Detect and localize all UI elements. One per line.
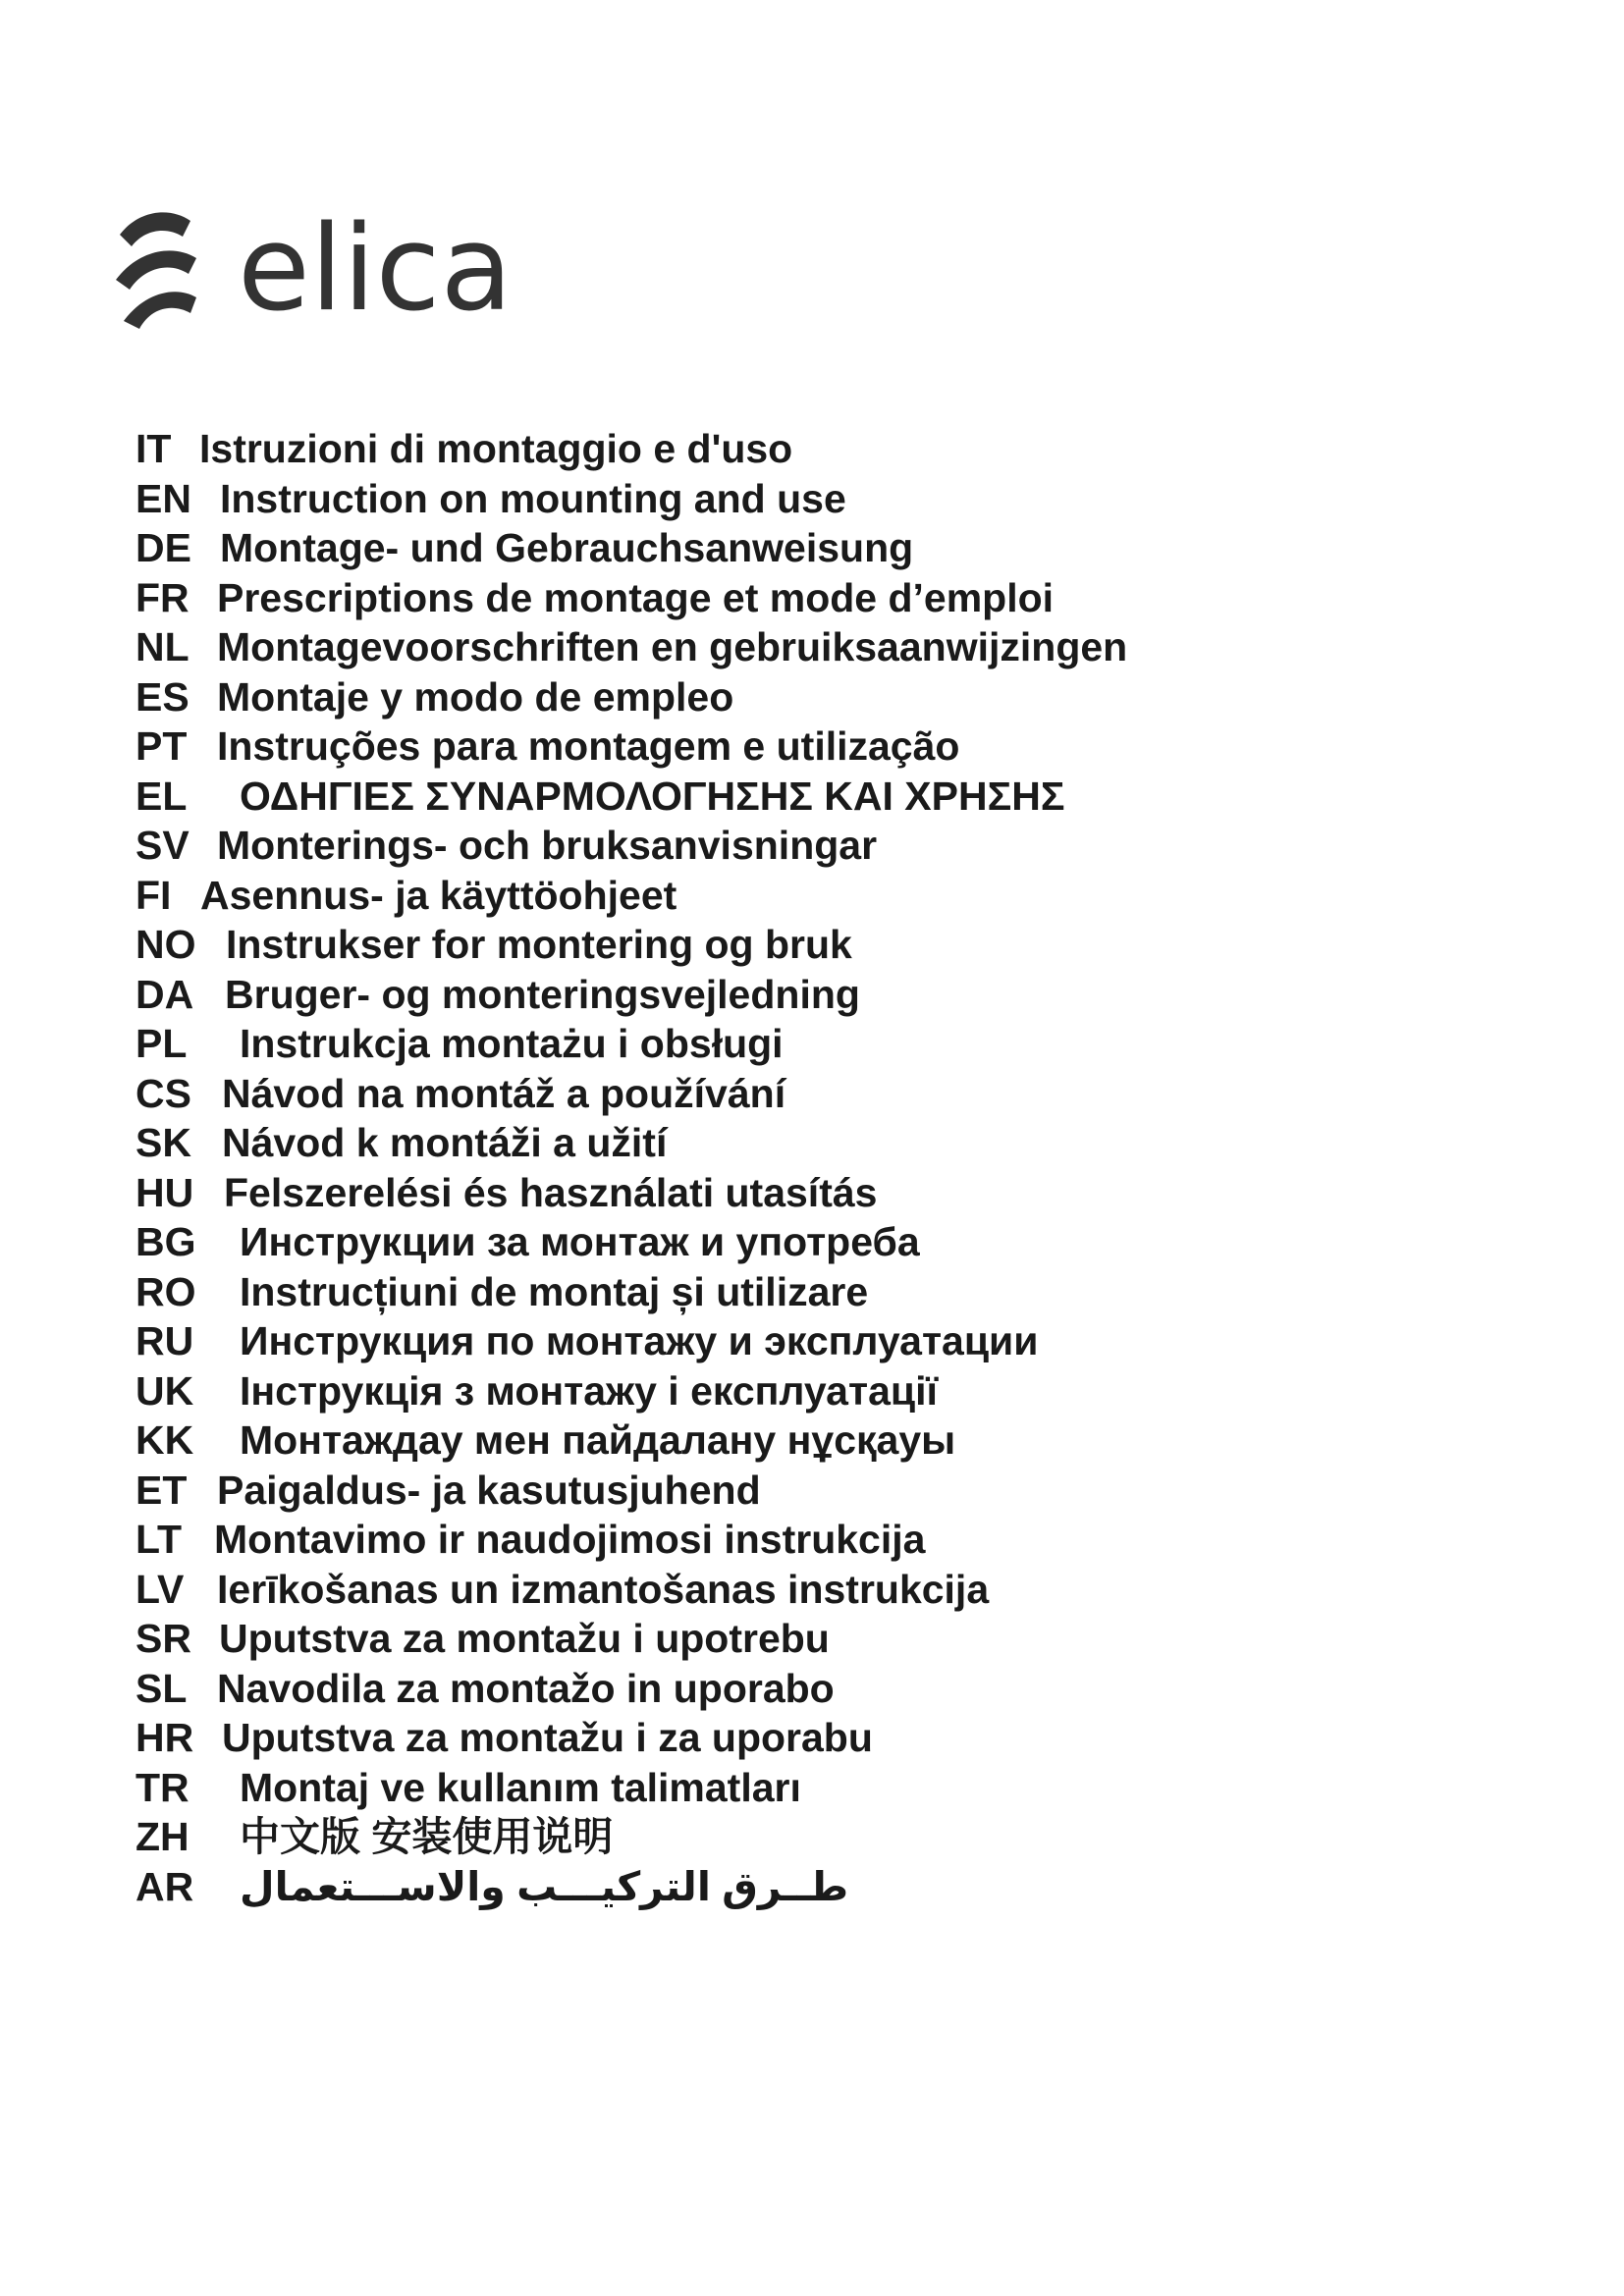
language-title: Instrucțiuni de montaj și utilizare <box>240 1268 869 1314</box>
language-title: Monterings- och bruksanvisningar <box>217 823 878 868</box>
language-title: Montage- und Gebrauchsanweisung <box>220 525 914 570</box>
language-code: LV <box>135 1566 185 1612</box>
language-title: Asennus- ja käyttöohjeet <box>200 872 677 918</box>
language-code: DE <box>135 525 191 570</box>
language-code: AR <box>135 1863 194 1909</box>
language-title: Prescriptions de montage et mode d’emploi <box>217 574 1055 620</box>
language-code: FR <box>135 574 189 620</box>
language-code: HU <box>135 1169 194 1215</box>
language-code: ET <box>135 1467 188 1513</box>
language-code: HR <box>135 1715 194 1760</box>
language-code: LT <box>135 1517 183 1562</box>
language-code: KK <box>135 1417 194 1463</box>
language-title: Montaj ve kullanım talimatları <box>240 1764 801 1810</box>
language-title: Istruzioni di montaggio e d'uso <box>199 426 793 471</box>
language-title: Bruger- og monteringsvejledning <box>225 971 860 1017</box>
language-title: Navodila za montažo in uporabo <box>217 1665 835 1711</box>
language-title: Montavimo ir naudojimosi instrukcija <box>214 1517 926 1562</box>
language-code: SK <box>135 1120 191 1165</box>
language-title: Ierīkošanas un izmantošanas instrukcija <box>217 1566 990 1612</box>
language-title: Инструкции за монтаж и употреба <box>240 1219 920 1264</box>
language-code: ZH <box>135 1814 189 1859</box>
language-code: UK <box>135 1367 194 1414</box>
language-code: RU <box>135 1318 194 1363</box>
language-code: CS <box>135 1070 191 1116</box>
language-title: Instruções para montagem e utilização <box>217 723 960 769</box>
language-code: RO <box>135 1268 196 1314</box>
language-code: TR <box>135 1764 189 1810</box>
language-title: Felszerelési és használati utasítás <box>224 1169 878 1215</box>
language-title: Instrukcja montażu i obsługi <box>240 1021 784 1066</box>
language-title: Інструкція з монтажу і експлуатації <box>240 1367 938 1414</box>
language-title: 中文版 安装使用说明 <box>240 1814 614 1859</box>
language-title: Návod k montáži a užití <box>222 1120 668 1165</box>
language-title: Instruction on mounting and use <box>220 475 846 521</box>
elica-swirl-icon <box>110 201 601 339</box>
language-code: PL <box>135 1021 188 1066</box>
language-code: DA <box>135 971 194 1017</box>
language-code: NL <box>135 624 189 669</box>
language-code: ES <box>135 673 189 720</box>
language-code: EN <box>135 475 191 521</box>
language-title: Paigaldus- ja kasutusjuhend <box>217 1467 761 1513</box>
language-title: Монтаждау мен пайдалану нұсқауы <box>240 1417 956 1463</box>
language-title: Návod na montáž a používání <box>222 1070 786 1116</box>
language-title: Uputstva za montažu i upotrebu <box>219 1616 830 1661</box>
language-code: NO <box>135 922 196 967</box>
language-code: BG <box>135 1219 196 1264</box>
language-title: Montagevoorschriften en gebruiksaanwijzingen <box>217 624 1128 669</box>
language-code: FI <box>135 872 172 918</box>
language-title: Инструкция по монтажу и эксплуатации <box>240 1318 1039 1363</box>
language-code: PT <box>135 723 188 769</box>
language-code: SL <box>135 1665 188 1711</box>
language-title: Instrukser for montering og bruk <box>226 922 852 967</box>
language-title: Uputstva za montažu i za uporabu <box>222 1715 873 1760</box>
elica-logo <box>110 201 601 339</box>
brand-wordmark: elica <box>238 201 514 338</box>
language-code: SR <box>135 1616 191 1661</box>
language-code: SV <box>135 823 189 868</box>
language-title: طــرق التركيـــب والاســـتعمال <box>240 1863 849 1909</box>
language-code: EL <box>135 773 188 819</box>
language-title: ΟΔΗΓΙΕΣ ΣΥΝΑΡΜΟΛΟΓΗΣΗΣ ΚΑΙ ΧΡΗΣΗΣ <box>240 773 1065 819</box>
language-code: IT <box>135 426 172 471</box>
language-title: Montaje y modo de empleo <box>217 673 734 720</box>
